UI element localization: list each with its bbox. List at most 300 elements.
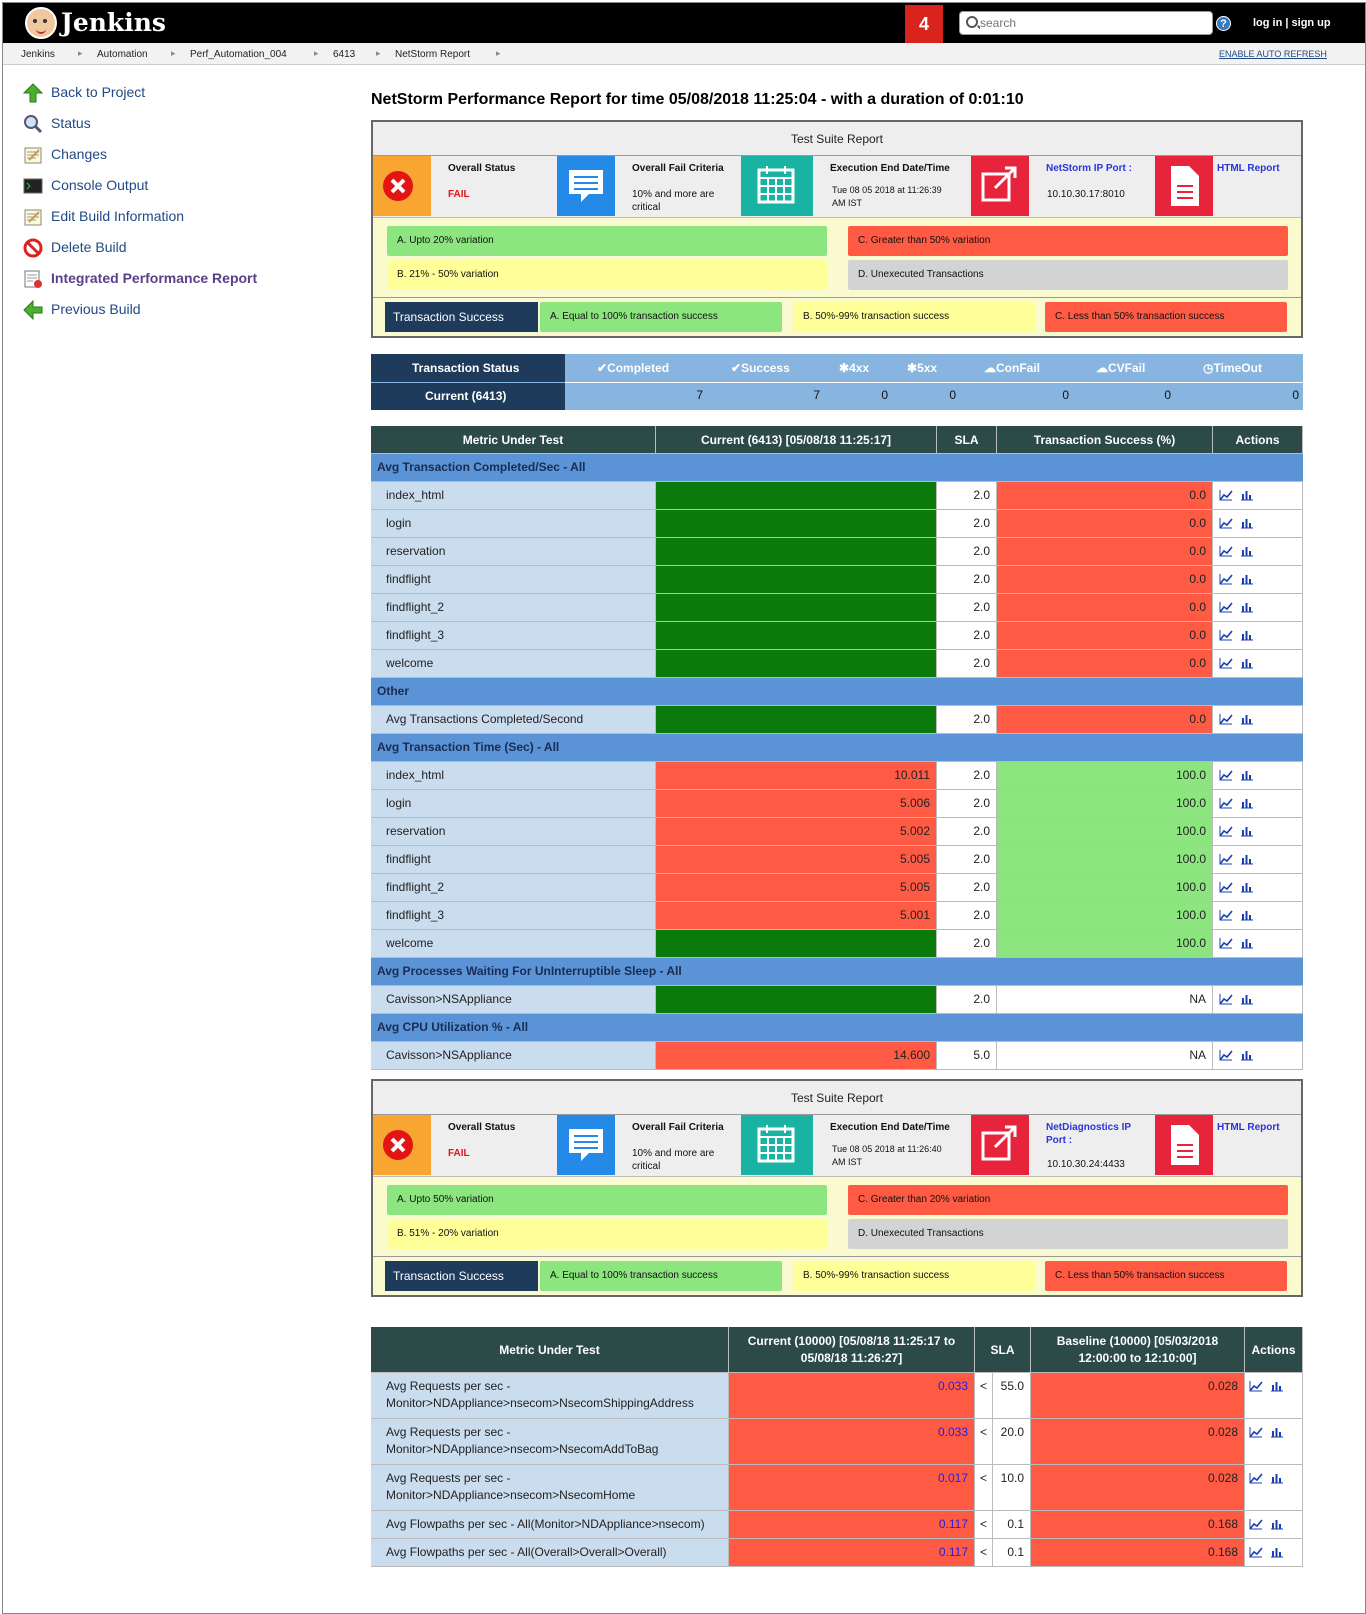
- col-timeout-label: TimeOut: [1213, 361, 1262, 375]
- col-cvfail-label: CVFail: [1108, 361, 1146, 375]
- suite-header: Test Suite Report: [373, 1081, 1301, 1115]
- col-4xx-label: 4xx: [849, 361, 870, 375]
- line-chart-icon[interactable]: [1249, 1426, 1263, 1438]
- line-chart-icon[interactable]: [1219, 825, 1233, 837]
- header-current: [729, 1327, 975, 1372]
- current-value: 0.117: [729, 1539, 975, 1566]
- line-chart-icon[interactable]: [1219, 489, 1233, 501]
- current-value: 0.017: [656, 538, 937, 565]
- line-chart-icon[interactable]: [1249, 1546, 1263, 1558]
- actions-cell: [1213, 594, 1303, 621]
- fail-criteria-tile: [557, 1115, 615, 1175]
- current-value: 5.006: [656, 790, 937, 817]
- breadcrumb-separator-icon: ▸: [171, 48, 176, 58]
- transaction-success-value: 0.0: [997, 538, 1213, 565]
- breadcrumb-build[interactable]: 6413: [333, 49, 356, 60]
- ip-port-tile: [971, 156, 1029, 216]
- sla-value: 2.0: [937, 482, 997, 509]
- current-value: 0.017: [656, 650, 937, 677]
- chat-bubble-icon: [557, 1115, 615, 1175]
- breadcrumb-separator-icon: ▸: [78, 48, 83, 58]
- calendar-icon: [741, 156, 813, 216]
- divider: [373, 297, 1301, 298]
- metric-table-header: [371, 1327, 1303, 1373]
- fail-criteria-line1: 10% and more are: [632, 1148, 715, 1159]
- ts-legend-c: C. Less than 50% transaction success: [1045, 302, 1287, 332]
- legend-c: C. Greater than 20% variation: [848, 1185, 1288, 1215]
- header-current: Current (6413) [05/08/18 11:25:17]: [656, 426, 937, 453]
- actions-cell: [1213, 566, 1303, 593]
- sla-value: 2.0: [937, 986, 997, 1013]
- overall-status-label: Overall Status: [448, 163, 516, 174]
- metric-name-line2: Monitor>NDAppliance>nsecom>NsecomShippingAddress: [386, 1396, 694, 1410]
- bar-chart-icon[interactable]: [1240, 713, 1254, 725]
- metric-name-line1: Avg Flowpaths per sec - All(Monitor>NDAppliance>nsecom): [386, 1517, 705, 1531]
- line-chart-icon[interactable]: [1219, 601, 1233, 613]
- actions-cell: [1213, 818, 1303, 845]
- legend-d: D. Unexecuted Transactions: [848, 260, 1288, 290]
- metric-name: [371, 1539, 729, 1566]
- check-icon: ✔: [731, 361, 742, 375]
- metric-name: Cavisson>NSAppliance: [371, 986, 656, 1013]
- legend-c: C. Greater than 50% variation: [848, 226, 1288, 256]
- col-5xx: [907, 361, 937, 375]
- table-row: [371, 818, 1303, 846]
- table-row: [371, 622, 1303, 650]
- current-value: 0.017: [656, 566, 937, 593]
- metric-name: [371, 1465, 729, 1510]
- table-row: [371, 1539, 1303, 1567]
- overall-status-value: FAIL: [448, 1148, 470, 1159]
- col-completed-label: Completed: [607, 361, 670, 375]
- external-link-icon: [971, 156, 1029, 216]
- line-chart-icon[interactable]: [1219, 1049, 1233, 1061]
- current-value: 0.117: [656, 706, 937, 733]
- sla-value: 2.0: [937, 818, 997, 845]
- col-confail: [984, 361, 1040, 375]
- metric-name: reservation: [371, 538, 656, 565]
- fail-status-tile: [373, 156, 431, 216]
- 5xx-value: 0: [949, 388, 956, 402]
- calendar-icon: [741, 1115, 813, 1175]
- 4xx-value: 0: [881, 388, 888, 402]
- metric-name-line2: Monitor>NDAppliance>nsecom>NsecomAddToBag: [386, 1442, 659, 1456]
- metric-name: findflight_3: [371, 622, 656, 649]
- section-title: Avg Processes Waiting For UnInterruptible Sleep - All: [377, 964, 682, 978]
- sla-value: 10.0: [993, 1465, 1031, 1510]
- legend-b: B. 51% - 20% variation: [387, 1219, 827, 1249]
- current-value: 10.011: [656, 762, 937, 789]
- header-transaction-success: Transaction Success (%): [997, 426, 1213, 453]
- metric-name-line1: Avg Requests per sec -: [386, 1425, 511, 1439]
- ip-port-label: NetStorm IP Port :: [1046, 163, 1132, 174]
- html-report-link[interactable]: HTML Report: [1217, 1122, 1280, 1133]
- line-chart-icon[interactable]: [1219, 657, 1233, 669]
- legend-a: A. Upto 20% variation: [387, 226, 827, 256]
- terminal-icon: [23, 176, 43, 196]
- test-suite-report-2: [371, 1079, 1303, 1297]
- header-baseline-line2: 12:00:00 to 12:10:00]: [1078, 1351, 1197, 1365]
- current-value: 0.017: [656, 482, 937, 509]
- sidebar-item-label: Delete Build: [51, 239, 127, 255]
- sla-value: 0.1: [993, 1511, 1031, 1538]
- table-row: [371, 762, 1303, 790]
- asterisk-icon: ✱: [839, 361, 850, 375]
- fail-criteria-label: Overall Fail Criteria: [632, 1122, 724, 1133]
- bar-chart-icon[interactable]: [1270, 1546, 1284, 1558]
- line-chart-icon[interactable]: [1249, 1518, 1263, 1530]
- baseline-value: 0.028: [1031, 1419, 1245, 1464]
- actions-cell: [1213, 622, 1303, 649]
- metric-name: reservation: [371, 818, 656, 845]
- magnifier-icon: [23, 114, 43, 134]
- metric-name-line1: Avg Requests per sec -: [386, 1379, 511, 1393]
- execution-end-line2: AM IST: [832, 198, 863, 208]
- table-row: [371, 874, 1303, 902]
- breadcrumb-separator-icon: ▸: [496, 48, 501, 58]
- line-chart-icon[interactable]: [1219, 573, 1233, 585]
- current-value: 14.600: [656, 1042, 937, 1069]
- completed-value: 7: [696, 388, 703, 402]
- actions-cell: [1213, 846, 1303, 873]
- header-metric: Metric Under Test: [371, 1327, 729, 1372]
- no-entry-icon: [23, 238, 43, 258]
- metric-name: welcome: [371, 650, 656, 677]
- sla-value: 2.0: [937, 594, 997, 621]
- notification-badge[interactable]: 4: [905, 5, 943, 43]
- bar-chart-icon[interactable]: [1240, 573, 1254, 585]
- bar-chart-icon[interactable]: [1240, 825, 1254, 837]
- current-value: 5.002: [656, 818, 937, 845]
- sidebar-item-label: Edit Build Information: [51, 208, 185, 224]
- divider: [565, 382, 1303, 383]
- header-sla: SLA: [937, 426, 997, 453]
- execution-date-tile: [741, 1115, 813, 1175]
- ts-legend-a: A. Equal to 100% transaction success: [540, 302, 782, 332]
- sla-value: 2.0: [937, 510, 997, 537]
- browser-frame: [2, 2, 1366, 1614]
- metric-name: [371, 1373, 729, 1418]
- metric-name: [371, 1419, 729, 1464]
- sla-value: 2.0: [937, 622, 997, 649]
- table-row: [371, 930, 1303, 958]
- bar-chart-icon[interactable]: [1240, 993, 1254, 1005]
- fail-x-icon: [373, 156, 431, 216]
- line-chart-icon[interactable]: [1219, 713, 1233, 725]
- line-chart-icon[interactable]: [1219, 993, 1233, 1005]
- ip-port-value: 10.10.30.17:8010: [1047, 189, 1125, 200]
- col-success: [731, 361, 790, 375]
- bar-chart-icon[interactable]: [1240, 545, 1254, 557]
- table-row: [371, 566, 1303, 594]
- sla-value: 2.0: [937, 874, 997, 901]
- ip-port-tile: [971, 1115, 1029, 1175]
- actions-cell: [1213, 930, 1303, 957]
- fail-criteria-label: Overall Fail Criteria: [632, 163, 724, 174]
- section-row: [371, 454, 1303, 482]
- bar-chart-icon[interactable]: [1240, 601, 1254, 613]
- transaction-success-value: 100.0: [997, 874, 1213, 901]
- line-chart-icon[interactable]: [1219, 937, 1233, 949]
- col-timeout: [1203, 361, 1262, 375]
- bar-chart-icon[interactable]: [1270, 1426, 1284, 1438]
- check-icon: ✔: [597, 361, 608, 375]
- sidebar-item-label: Console Output: [51, 177, 149, 193]
- section-title: Avg CPU Utilization % - All: [377, 1020, 529, 1034]
- legend-b: B. 21% - 50% variation: [387, 260, 827, 290]
- success-value: 7: [813, 388, 820, 402]
- metric-name: login: [371, 510, 656, 537]
- sla-value: 2.0: [937, 902, 997, 929]
- sla-value: 2.0: [937, 762, 997, 789]
- metric-name: index_html: [371, 762, 656, 789]
- metric-name: index_html: [371, 482, 656, 509]
- table-row: [371, 650, 1303, 678]
- ts-legend-b: B. 50%-99% transaction success: [793, 302, 1035, 332]
- metric-name: findflight: [371, 566, 656, 593]
- jenkins-brand[interactable]: Jenkins: [61, 8, 166, 37]
- table-row: [371, 510, 1303, 538]
- breadcrumb-automation[interactable]: Automation: [97, 49, 148, 60]
- sidebar-item-label: Status: [51, 115, 91, 131]
- bar-chart-icon[interactable]: [1270, 1472, 1284, 1484]
- current-value: 5.005: [656, 874, 937, 901]
- table-row: [371, 538, 1303, 566]
- line-chart-icon[interactable]: [1219, 629, 1233, 641]
- table-row: [371, 1465, 1303, 1511]
- current-value: 5.001: [656, 902, 937, 929]
- fail-status-tile: [373, 1115, 431, 1175]
- sla-value: 20.0: [993, 1419, 1031, 1464]
- table-row: [371, 706, 1303, 734]
- section-title: Avg Transaction Completed/Sec - All: [377, 460, 586, 474]
- actions-cell: [1213, 874, 1303, 901]
- current-row-label: Current (6413): [425, 389, 507, 403]
- metric-name: findflight_2: [371, 594, 656, 621]
- actions-cell: [1213, 762, 1303, 789]
- baseline-value: 0.168: [1031, 1539, 1245, 1566]
- cvfail-value: 0: [1164, 388, 1171, 402]
- login-link[interactable]: log in | sign up: [1253, 17, 1331, 29]
- actions-cell: [1213, 482, 1303, 509]
- bar-chart-icon[interactable]: [1240, 937, 1254, 949]
- sla-value: 2.0: [937, 650, 997, 677]
- breadcrumb-report[interactable]: NetStorm Report: [395, 49, 471, 60]
- overall-status-value: FAIL: [448, 189, 470, 200]
- divider: [373, 1256, 1301, 1257]
- execution-end-line1: Tue 08 05 2018 at 11:26:40: [832, 1144, 942, 1154]
- metric-name: Avg Transactions Completed/Second: [371, 706, 656, 733]
- transaction-success-value: 0.0: [997, 566, 1213, 593]
- notepad-icon: [23, 145, 43, 165]
- transaction-success-label: Transaction Success: [385, 1261, 538, 1291]
- table-row: [371, 1373, 1303, 1419]
- baseline-value: 0.028: [1031, 1373, 1245, 1418]
- line-chart-icon[interactable]: [1219, 545, 1233, 557]
- actions-cell: [1213, 1042, 1303, 1069]
- breadcrumb-project[interactable]: Perf_Automation_004: [190, 49, 287, 60]
- metric-name: findflight_2: [371, 874, 656, 901]
- test-suite-report-1: [371, 120, 1303, 338]
- col-4xx: [839, 361, 869, 375]
- current-value: 0.000: [656, 930, 937, 957]
- page-title: NetStorm Performance Report for time 05/08/2018 11:25:04 - with a duration of 0:01:10: [371, 91, 1024, 108]
- metric-name: welcome: [371, 930, 656, 957]
- fail-criteria-line2: critical: [632, 1161, 661, 1172]
- baseline-value: 0.028: [1031, 1465, 1245, 1510]
- bar-chart-icon[interactable]: [1240, 517, 1254, 529]
- section-row: [371, 1014, 1303, 1042]
- sidebar-item-label: Back to Project: [51, 84, 146, 100]
- transaction-success-value: 100.0: [997, 790, 1213, 817]
- up-arrow-icon: [23, 83, 43, 103]
- html-report-tile[interactable]: [1155, 156, 1213, 216]
- section-title: Avg Transaction Time (Sec) - All: [377, 740, 560, 754]
- jenkins-logo-icon[interactable]: [25, 7, 57, 39]
- section-title: Other: [377, 684, 410, 698]
- bar-chart-icon[interactable]: [1240, 629, 1254, 641]
- sla-value: 0.1: [993, 1539, 1031, 1566]
- header-baseline-line1: Baseline (10000) [05/03/2018: [1056, 1334, 1219, 1348]
- sla-value: 2.0: [937, 566, 997, 593]
- legend-d: D. Unexecuted Transactions: [848, 1219, 1288, 1249]
- col-5xx-label: 5xx: [917, 361, 938, 375]
- line-chart-icon[interactable]: [1219, 881, 1233, 893]
- table-row: [371, 790, 1303, 818]
- transaction-success-value: 0.0: [997, 594, 1213, 621]
- metric-name-line1: Avg Flowpaths per sec - All(Overall>Overall>Overall): [386, 1545, 667, 1559]
- ip-port-value: 10.10.30.24:4433: [1047, 1159, 1125, 1170]
- transaction-status-label: Transaction Status: [412, 361, 520, 375]
- report-icon: [23, 269, 43, 289]
- transaction-success-value: 100.0: [997, 902, 1213, 929]
- current-value: 0.033: [729, 1419, 975, 1464]
- asterisk-icon: ✱: [907, 361, 918, 375]
- header-actions: Actions: [1245, 1327, 1303, 1372]
- actions-cell: [1213, 790, 1303, 817]
- line-chart-icon[interactable]: [1219, 517, 1233, 529]
- fail-criteria-line2: critical: [632, 202, 661, 213]
- execution-end-label: Execution End Date/Time: [830, 163, 950, 174]
- table-row: [371, 1419, 1303, 1465]
- actions-cell: [1245, 1373, 1303, 1418]
- help-icon[interactable]: ?: [1216, 16, 1231, 31]
- cloud-icon: ☁: [984, 361, 996, 375]
- search-box: [959, 11, 1213, 35]
- section-row: [371, 734, 1303, 762]
- enable-auto-refresh-link[interactable]: ENABLE AUTO REFRESH: [1219, 49, 1327, 59]
- table-row: [371, 1511, 1303, 1539]
- html-report-link[interactable]: HTML Report: [1217, 163, 1280, 174]
- bar-chart-icon[interactable]: [1240, 1049, 1254, 1061]
- sla-value: 5.0: [937, 1042, 997, 1069]
- external-link-icon: [971, 1115, 1029, 1175]
- actions-cell: [1245, 1539, 1303, 1566]
- comparison-operator: <: [975, 1419, 993, 1464]
- current-value: 0.000: [656, 986, 937, 1013]
- breadcrumb-jenkins[interactable]: Jenkins: [21, 49, 55, 60]
- table-row: [371, 846, 1303, 874]
- execution-date-tile: [741, 156, 813, 216]
- line-chart-icon[interactable]: [1219, 909, 1233, 921]
- transaction-status-table: [371, 354, 1303, 410]
- sla-value: 2.0: [937, 790, 997, 817]
- metric-name: findflight_3: [371, 902, 656, 929]
- actions-cell: [1213, 986, 1303, 1013]
- current-value: 0.017: [656, 622, 937, 649]
- line-chart-icon[interactable]: [1219, 853, 1233, 865]
- execution-end-line1: Tue 08 05 2018 at 11:26:39: [832, 185, 942, 195]
- ts-legend-c: C. Less than 50% transaction success: [1045, 1261, 1287, 1291]
- breadcrumb-separator-icon: ▸: [376, 48, 381, 58]
- bar-chart-icon[interactable]: [1240, 769, 1254, 781]
- bar-chart-icon[interactable]: [1270, 1518, 1284, 1530]
- overall-status-label: Overall Status: [448, 1122, 516, 1133]
- actions-cell: [1213, 650, 1303, 677]
- col-confail-label: ConFail: [996, 361, 1040, 375]
- bar-chart-icon[interactable]: [1270, 1380, 1284, 1392]
- suite-header: Test Suite Report: [373, 122, 1301, 156]
- line-chart-icon[interactable]: [1219, 797, 1233, 809]
- breadcrumb-separator-icon: ▸: [314, 48, 319, 58]
- transaction-success-value: 100.0: [997, 818, 1213, 845]
- metric-name: login: [371, 790, 656, 817]
- transaction-success-value: 0.0: [997, 482, 1213, 509]
- bar-chart-icon[interactable]: [1240, 797, 1254, 809]
- baseline-value: 0.168: [1031, 1511, 1245, 1538]
- table-row: [371, 594, 1303, 622]
- sidebar-item-label: Previous Build: [51, 301, 141, 317]
- fail-criteria-line1: 10% and more are: [632, 189, 715, 200]
- bar-chart-icon[interactable]: [1240, 881, 1254, 893]
- line-chart-icon[interactable]: [1219, 769, 1233, 781]
- current-value: 0.017: [656, 594, 937, 621]
- col-completed: [597, 361, 669, 375]
- transaction-success-value: 0.0: [997, 706, 1213, 733]
- header-current-line1: Current (10000) [05/08/18 11:25:17 to: [747, 1334, 956, 1348]
- line-chart-icon[interactable]: [1249, 1472, 1263, 1484]
- header-current-line2: 05/08/18 11:26:27]: [800, 1351, 903, 1365]
- search-input[interactable]: [980, 14, 1208, 32]
- actions-cell: [1213, 706, 1303, 733]
- timeout-value: 0: [1292, 388, 1299, 402]
- comparison-operator: <: [975, 1373, 993, 1418]
- actions-cell: [1245, 1465, 1303, 1510]
- bar-chart-icon[interactable]: [1240, 909, 1254, 921]
- transaction-success-label: Transaction Success: [385, 302, 538, 332]
- table-row: [371, 902, 1303, 930]
- sla-value: 55.0: [993, 1373, 1031, 1418]
- chat-bubble-icon: [557, 156, 615, 216]
- actions-cell: [1245, 1511, 1303, 1538]
- execution-end-line2: AM IST: [832, 1157, 863, 1167]
- actions-cell: [1213, 510, 1303, 537]
- fail-x-icon: [373, 1115, 431, 1175]
- bar-chart-icon[interactable]: [1240, 489, 1254, 501]
- comparison-operator: <: [975, 1511, 993, 1538]
- legend-a: A. Upto 50% variation: [387, 1185, 827, 1215]
- sla-value: 2.0: [937, 706, 997, 733]
- bar-chart-icon[interactable]: [1240, 853, 1254, 865]
- breadcrumb: [3, 43, 1365, 65]
- transaction-success-value: 0.0: [997, 650, 1213, 677]
- line-chart-icon[interactable]: [1249, 1380, 1263, 1392]
- html-report-tile[interactable]: [1155, 1115, 1213, 1175]
- metric-name: Cavisson>NSAppliance: [371, 1042, 656, 1069]
- ip-port-label-2: Port :: [1046, 1135, 1073, 1146]
- bar-chart-icon[interactable]: [1240, 657, 1254, 669]
- transaction-success-value: 0.0: [997, 510, 1213, 537]
